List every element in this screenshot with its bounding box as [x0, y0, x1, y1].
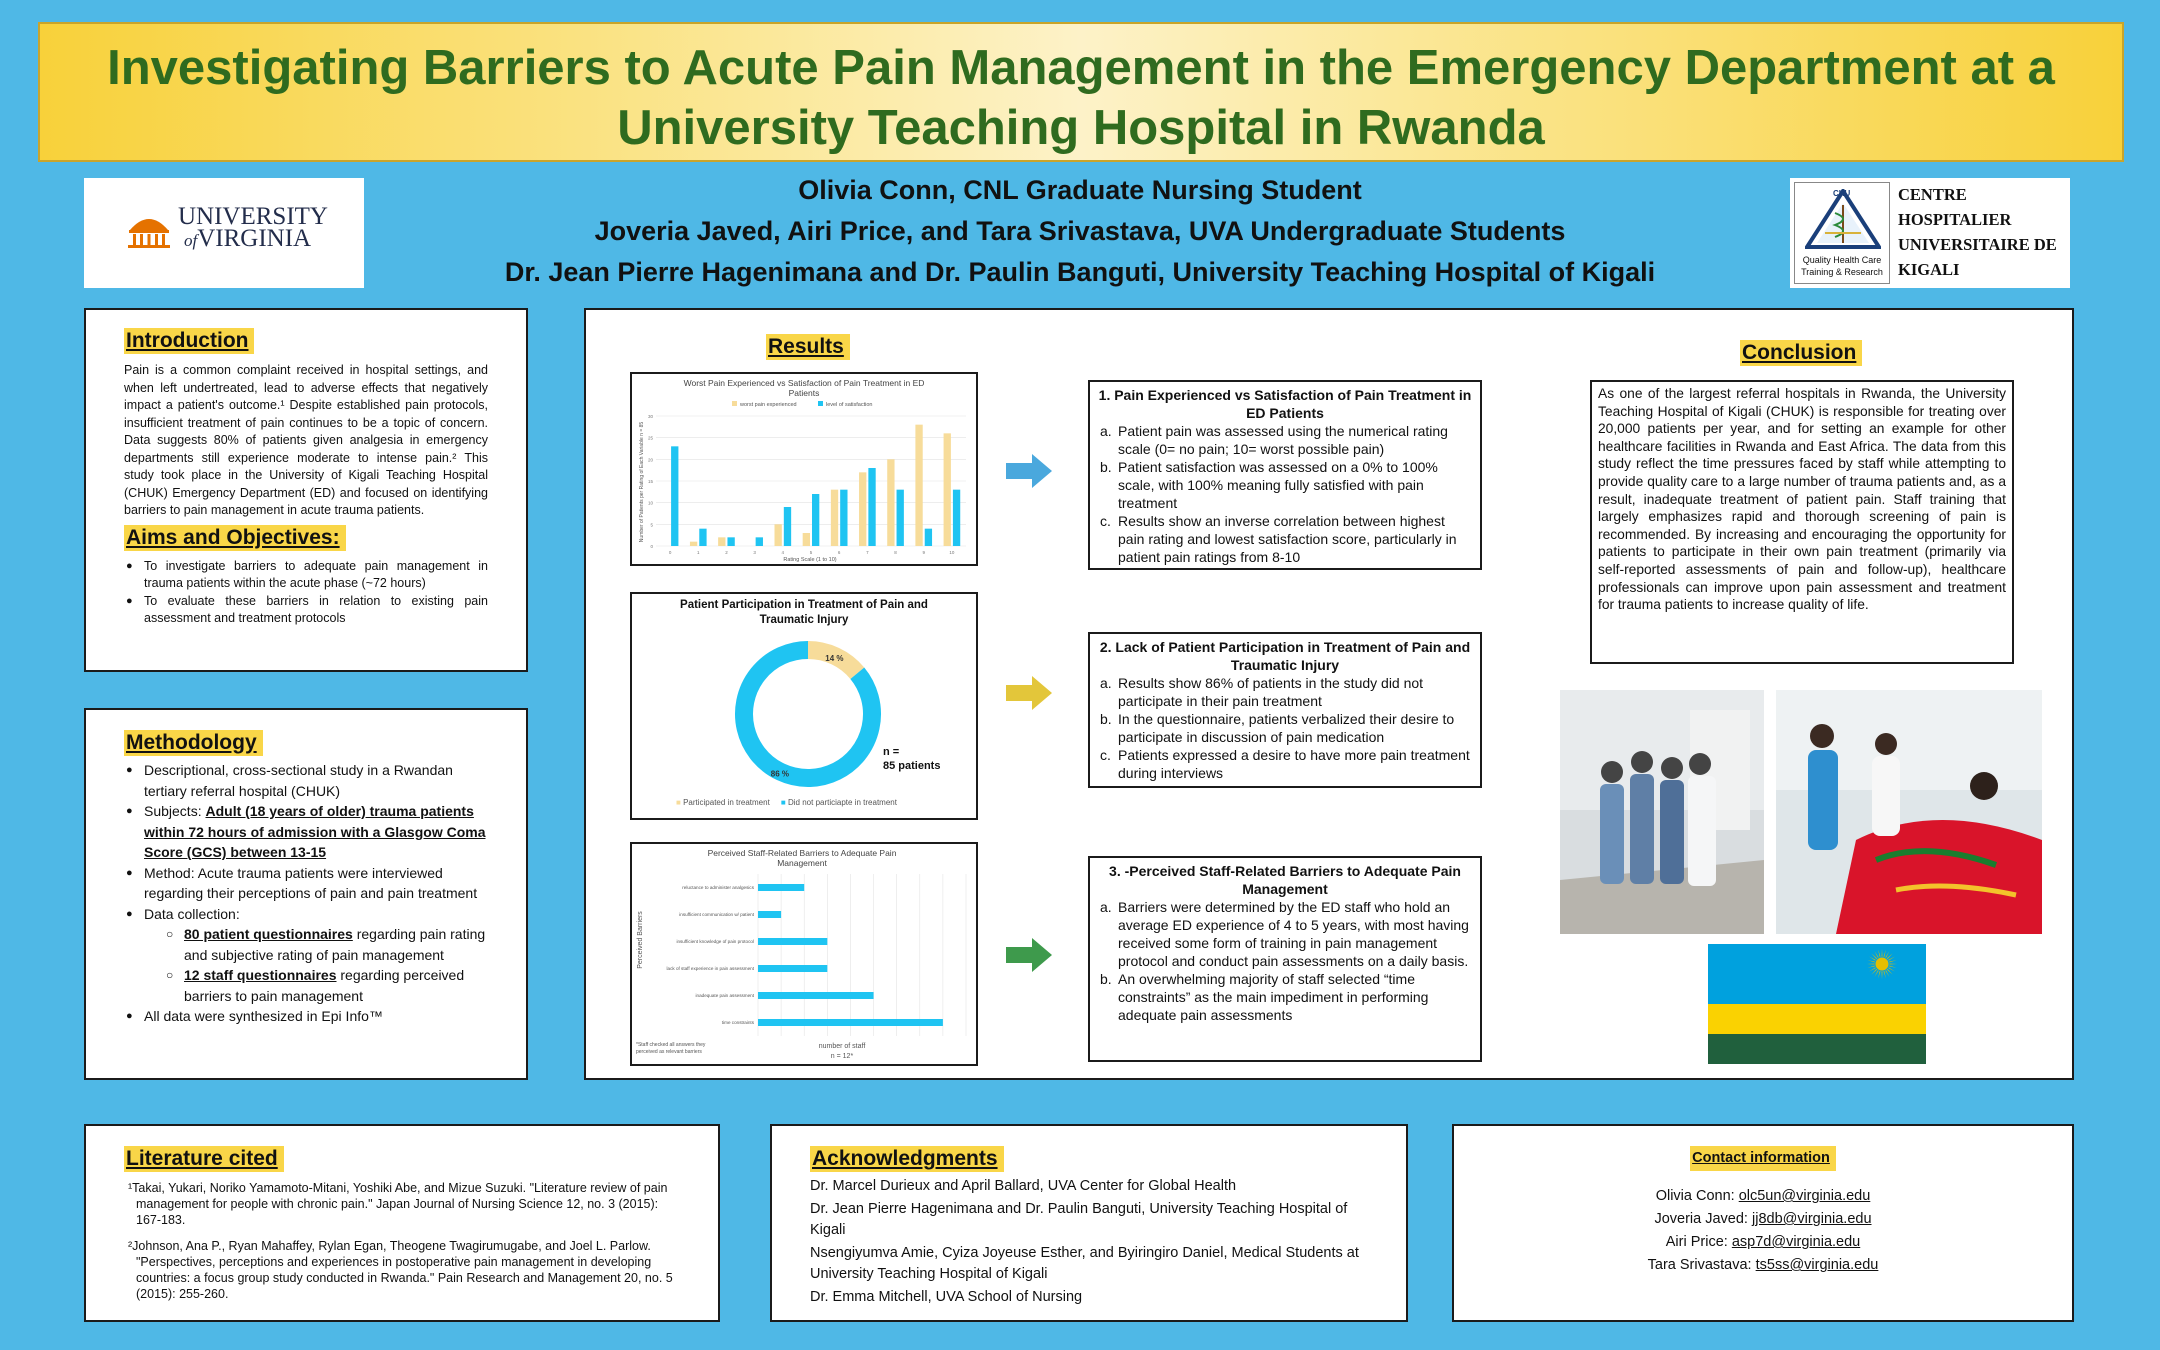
team-photo: [1560, 690, 1764, 934]
x-tick-label: 6: [837, 550, 841, 555]
barrier-label: time constraints: [721, 1020, 754, 1025]
item-letter: b.: [1100, 459, 1112, 475]
acknowledgments-panel: [770, 1124, 1408, 1322]
author-line-1: Olivia Conn, CNL Graduate Nursing Student: [798, 175, 1362, 205]
item-text: Patient pain was assessed using the numerical rating scale (0= no pain; 10= worst possible pain): [1118, 423, 1448, 457]
item-text: Barriers were determined by the ED staff who hold an average ED experience of 4 to 5 years, with most having received some form of training in pain management protocol and conduct pain assessments on a daily basis.: [1118, 899, 1469, 969]
x-tick-label: 4: [781, 550, 785, 555]
x-tick-label: 7: [866, 550, 869, 555]
legend-swatch-pain: [732, 401, 737, 406]
patient-questionnaires-desc: regarding pain rating and subjective rating of pain management: [184, 926, 486, 963]
contact-email-link[interactable]: jj8db@virginia.edu: [1752, 1211, 1872, 1227]
barrier-bar: [758, 938, 827, 945]
participation-chart: [630, 592, 978, 820]
results-heading: Results: [766, 334, 850, 360]
item-letter: a.: [1100, 675, 1112, 691]
item-letter: b.: [1100, 971, 1112, 987]
reference-2: ²Johnson, Ana P., Ryan Mahaffey, Rylan Egan, Theogene Twagirumugabe, and Joel L. Parlow. "Perspectives, perceptions and experiences in postoperative pain management in developing countries: a focus group study conducted in Rwanda." Pain Research and Management 20, no. 5 (2015): 255-260.: [128, 1239, 673, 1301]
x-tick-label: 3: [753, 550, 756, 555]
chart3-xlabel: number of staff: [818, 1043, 866, 1050]
x-tick-label: 5: [809, 550, 813, 555]
barrier-bar: [758, 911, 781, 918]
slice-label: 14 %: [825, 653, 844, 663]
chart1-ylabel: Number of Patients per Rating of Each Variable n = 85: [639, 421, 645, 543]
subjects-prefix: Subjects:: [144, 803, 206, 819]
rwanda-flag: [1708, 944, 1926, 1064]
chuk-name-1: CENTRE: [1898, 185, 1967, 204]
y-tick-label: 0: [650, 544, 653, 549]
finding-item: [1098, 674, 1472, 710]
chuk-caduceus-icon: [1805, 189, 1881, 251]
chuk-name-4: KIGALI: [1898, 260, 1960, 279]
poster-title: [40, 38, 2122, 158]
x-tick-label: 0: [668, 550, 672, 555]
chart3-note-2: perceived as relevant barriers: [636, 1049, 702, 1055]
item-letter: b.: [1100, 711, 1112, 727]
finding-item: [1098, 458, 1472, 512]
literature-heading: Literature cited: [124, 1146, 284, 1172]
slice-label: 86 %: [770, 769, 790, 779]
item-text: An overwhelming majority of staff selected “time constraints” as the main impediment in performing adequate pain assessments: [1118, 971, 1429, 1023]
authors-block: [300, 170, 1860, 293]
chuk-caption-2: Training & Research: [1801, 267, 1883, 277]
methodology-item: ● Descriptional, cross-sectional study in a Rwandan tertiary referral hospital (CHUK): [124, 760, 488, 801]
legend-swatch-satisfaction: [818, 401, 823, 406]
finding-1-title: 1. Pain Experienced vs Satisfaction of Pain Treatment in ED Patients: [1098, 387, 1472, 421]
chart2-n-patients: 85 patients: [883, 760, 941, 772]
barrier-label: insufficient knowledge of pain protocol: [676, 939, 754, 944]
legend-participated: Participated in treatment: [683, 798, 770, 807]
contact-name: Olivia Conn:: [1655, 1188, 1739, 1204]
x-tick-label: 1: [697, 550, 700, 555]
chart2-n: n =: [883, 746, 900, 758]
introduction-text: Pain is a common complaint received in hospital settings, and when left undertreated, lead to adverse effects that negatively impact a patient's outcome.¹ Despite established pain protocols, insufficient treatment of pain continues to be a topic of concern. Data suggests 80% of patients given analgesia in emergency departments still experience moderate to intense pain.² This study took place in the University of Kigali Teaching Hospital (CHUK) Emergency Department (ED) and focused on identifying barriers to pain management in acute trauma patients.: [124, 363, 488, 517]
poster-title-line1: Investigating Barriers to Acute Pain Management in the Emergency Department at a: [107, 41, 2055, 95]
contact-row: [1464, 1254, 2062, 1277]
bar-satisfaction: [953, 490, 960, 546]
y-tick-label: 30: [647, 414, 653, 419]
barrier-label: reluctance to administer analgesics: [682, 885, 754, 890]
contact-name: Tara Srivastava:: [1647, 1257, 1756, 1273]
chart1-subtitle: Patients: [788, 388, 820, 398]
contact-email-link[interactable]: ts5ss@virginia.edu: [1755, 1257, 1879, 1273]
title-banner: [38, 22, 2124, 162]
legend-label-satisfaction: level of satisfaction: [826, 402, 873, 408]
bar-satisfaction: [812, 494, 819, 546]
conclusion-text: As one of the largest referral hospitals in Rwanda, the University Teaching Hospital of Kigali (CHUK) is responsible for treating over 20,000 patients per year, and for setting an example for other healthcare facilities in Rwanda and East Africa. The data from this study reflect the time pressures faced by staff while attempting to provide quality care to a large number of trauma patients and, as a result, inadequate treatment of patient pain. Staff training that largely emphasizes rapid and thorough screening of pain is recommended. By increasing and encouraging the opportunity for patients to participate in their own pain treatment (primarily via self-reported assessments of pain and follow-up), healthcare professionals can improve upon pain assessment and treatment for trauma patients to increase quality of life.: [1598, 386, 2006, 613]
y-tick-label: 5: [650, 522, 653, 528]
contact-name: Airi Price:: [1665, 1234, 1732, 1250]
contact-email-link[interactable]: asp7d@virginia.edu: [1731, 1234, 1861, 1250]
pain-satisfaction-svg: [632, 374, 976, 564]
item-letter: a.: [1100, 899, 1112, 915]
finding-3-title: 3. -Perceived Staff-Related Barriers to Adequate Pain Management: [1109, 863, 1461, 897]
acknowledgments-heading: Acknowledgments: [810, 1146, 1004, 1172]
y-tick-label: 20: [647, 457, 653, 463]
item-text: Patients expressed a desire to have more pain treatment during interviews: [1118, 747, 1470, 781]
chart1-xlabel: Rating Scale (1 to 10): [783, 557, 837, 563]
item-letter: c.: [1100, 747, 1111, 763]
finding-3-box: [1088, 856, 1482, 1062]
conclusion-heading: Conclusion: [1740, 340, 1862, 366]
finding-1-list: [1098, 422, 1472, 566]
chart3-note-1: *Staff checked all answers they: [636, 1042, 706, 1048]
methodology-list: [124, 760, 488, 1027]
arrow-right-icon: [1006, 938, 1052, 972]
y-tick-label: 15: [647, 479, 653, 484]
finding-2-box: [1088, 632, 1482, 788]
methodology-item: [124, 801, 488, 863]
bar-satisfaction: [925, 529, 932, 546]
uva-of: of: [184, 231, 198, 250]
author-line-3: Dr. Jean Pierre Hagenimana and Dr. Paulin Banguti, University Teaching Hospital of Kigali: [504, 257, 1656, 287]
methodology-item: [124, 904, 488, 1007]
aims-item: ● To investigate barriers to adequate pain management in trauma patients within the acute phase (~72 hours): [124, 558, 488, 593]
y-tick-label: 10: [647, 500, 653, 506]
bar-pain: [831, 490, 838, 546]
bar-satisfaction: [699, 529, 706, 546]
ack-line: Nsengiyumva Amie, Cyiza Joyeuse Esther, and Byiringiro Daniel, Medical Students at University Teaching Hospital of Kigali: [810, 1245, 1359, 1282]
finding-item: [1098, 710, 1472, 746]
introduction-heading: Introduction: [124, 328, 254, 354]
arrow-right-icon: [1006, 676, 1052, 710]
chart2-legend: ■ Participated in treatment ■ Did not particiapte in treatment: [676, 798, 897, 807]
bar-pain: [887, 459, 894, 546]
chart3-title-2: Management: [777, 858, 827, 868]
ack-line: Dr. Emma Mitchell, UVA School of Nursing: [810, 1289, 1083, 1305]
x-tick-label: 2: [725, 550, 728, 555]
bar-pain: [774, 524, 781, 546]
staff-barriers-chart: [630, 842, 978, 1066]
item-letter: c.: [1100, 513, 1111, 529]
contact-heading: Contact information: [1690, 1146, 1836, 1171]
chuk-name-2: HOSPITALIER: [1898, 210, 2012, 229]
item-text: Results show an inverse correlation between highest pain rating and lowest satisfaction score, particularly in patient pain ratings from 8-10: [1118, 513, 1457, 565]
literature-panel: [84, 1124, 720, 1322]
arrow-right-icon: [1006, 454, 1052, 488]
aims-item: ● To evaluate these barriers in relation to existing pain assessment and treatment protocols: [124, 593, 488, 628]
reference-1: ¹Takai, Yukari, Noriko Yamamoto-Mitani, Yoshiki Abe, and Mizue Suzuki. "Literature review of pain management for people with chronic pain." Japan Journal of Nursing Science 12, no. 3 (2015): 167-183.: [128, 1181, 668, 1227]
staff-questionnaires-desc: regarding perceived barriers to pain management: [184, 967, 465, 1004]
chuk-logo: [1790, 178, 2070, 288]
poster-title-line2: University Teaching Hospital in Rwanda: [617, 101, 1545, 155]
chuk-name: [1898, 182, 2057, 282]
methodology-panel: [84, 708, 528, 1080]
contact-panel: [1452, 1124, 2074, 1322]
uva-line1: UNIVERSITY: [178, 203, 328, 230]
staff-barriers-svg: [632, 844, 976, 1064]
legend-not-participated: Did not particiapte in treatment: [788, 798, 897, 807]
chuk-emblem: [1794, 182, 1890, 284]
bar-pain: [718, 537, 725, 546]
item-text: In the questionnaire, patients verbalized their desire to participate in discussion of pain medication: [1118, 711, 1455, 745]
participation-donut: [728, 634, 888, 794]
barrier-label: insufficient communication w/ patient: [679, 912, 754, 917]
barrier-bar: [758, 992, 874, 999]
barrier-label: inadequate pain assessment: [695, 993, 754, 998]
bar-pain: [803, 533, 810, 546]
contact-row: [1464, 1208, 2062, 1231]
subjects-criteria: Adult (18 years of older) trauma patients within 72 hours of admission with a Glasgow Coma Score (GCS) between 13-15: [144, 803, 486, 860]
bar-satisfaction: [671, 446, 678, 546]
barrier-bar: [758, 965, 827, 972]
barrier-label: lack of staff experience in pain assessment: [666, 966, 754, 971]
finding-2-title: 2. Lack of Patient Participation in Treatment of Pain and Traumatic Injury: [1099, 639, 1471, 673]
ack-line: Dr. Marcel Durieux and April Ballard, UVA Center for Global Health: [810, 1178, 1237, 1194]
methodology-item: ● All data were synthesized in Epi Info™: [124, 1006, 488, 1027]
bar-satisfaction: [897, 490, 904, 546]
item-text: Patient satisfaction was assessed on a 0% to 100% scale, with 100% meaning fully satisfied with pain treatment: [1118, 459, 1438, 511]
bar-satisfaction: [727, 537, 734, 546]
data-collection-item: [164, 924, 488, 965]
uva-line2: VIRGINIA: [197, 225, 312, 252]
finding-1-box: [1088, 380, 1482, 570]
chuk-caption-1: Quality Health Care: [1802, 255, 1882, 265]
ack-line: Dr. Jean Pierre Hagenimana and Dr. Paulin Banguti, University Teaching Hospital of Kigali: [810, 1201, 1348, 1238]
finding-item: [1098, 898, 1472, 970]
item-letter: a.: [1100, 423, 1112, 439]
finding-3-list: [1098, 898, 1472, 1024]
pain-satisfaction-chart: [630, 372, 978, 566]
staff-questionnaires: 12 staff questionnaires: [184, 967, 337, 983]
finding-item: [1098, 422, 1472, 458]
contact-row: [1464, 1185, 2062, 1208]
chart3-title-1: Perceived Staff-Related Barriers to Adequate Pain: [707, 848, 897, 858]
conclusion-box: [1590, 380, 2014, 664]
finding-item: [1098, 746, 1472, 782]
data-collection-list: [164, 924, 488, 1006]
bar-pain: [944, 433, 951, 546]
finding-item: [1098, 970, 1472, 1024]
bar-pain: [915, 425, 922, 546]
clinical-photo: [1776, 690, 2042, 934]
chart2-title: Patient Participation in Treatment of Pain and Traumatic Injury: [680, 599, 928, 626]
finding-item: [1098, 512, 1472, 566]
bar-satisfaction: [756, 537, 763, 546]
chart3-xlabel2: n = 12*: [830, 1053, 854, 1060]
finding-2-list: [1098, 674, 1472, 782]
uva-rotunda-icon: [126, 208, 172, 248]
results-panel: [584, 308, 2074, 1080]
author-line-2: Joveria Javed, Airi Price, and Tara Srivastava, UVA Undergraduate Students: [594, 216, 1566, 246]
legend-label-pain: worst pain experienced: [740, 402, 797, 408]
barrier-bar: [758, 884, 804, 891]
bar-pain: [859, 472, 866, 546]
chart3-ylabel: Perceived Barriers: [637, 911, 644, 969]
contact-email-link[interactable]: olc5un@virginia.edu: [1738, 1188, 1871, 1204]
chuk-name-3: UNIVERSITAIRE DE: [1898, 235, 2057, 254]
item-text: Results show 86% of patients in the study did not participate in their pain treatment: [1118, 675, 1424, 709]
bar-satisfaction: [840, 490, 847, 546]
barrier-bar: [758, 1019, 943, 1026]
x-tick-label: 9: [922, 550, 925, 555]
bar-satisfaction: [784, 507, 791, 546]
sun-icon: [1867, 949, 1897, 979]
y-tick-label: 25: [647, 435, 653, 441]
patient-questionnaires: 80 patient questionnaires: [184, 926, 353, 942]
aims-heading: Aims and Objectives:: [124, 525, 346, 551]
x-tick-label: 10: [949, 550, 955, 555]
introduction-panel: [84, 308, 528, 672]
contact-name: Joveria Javed:: [1654, 1211, 1752, 1227]
methodology-item: ● Method: Acute trauma patients were interviewed regarding their perceptions of pain and pain treatment: [124, 863, 488, 904]
aims-list: [124, 558, 488, 628]
chuk-abbr: CHU: [1833, 189, 1851, 198]
x-tick-label: 8: [894, 550, 897, 555]
data-collection-item: [164, 965, 488, 1006]
bar-pain: [690, 542, 697, 546]
methodology-heading: Methodology: [124, 730, 263, 756]
bar-satisfaction: [868, 468, 875, 546]
contact-row: [1464, 1231, 2062, 1254]
data-collection-label: Data collection:: [144, 905, 240, 922]
chart1-title: Worst Pain Experienced vs Satisfaction of Pain Treatment in ED: [683, 378, 925, 388]
